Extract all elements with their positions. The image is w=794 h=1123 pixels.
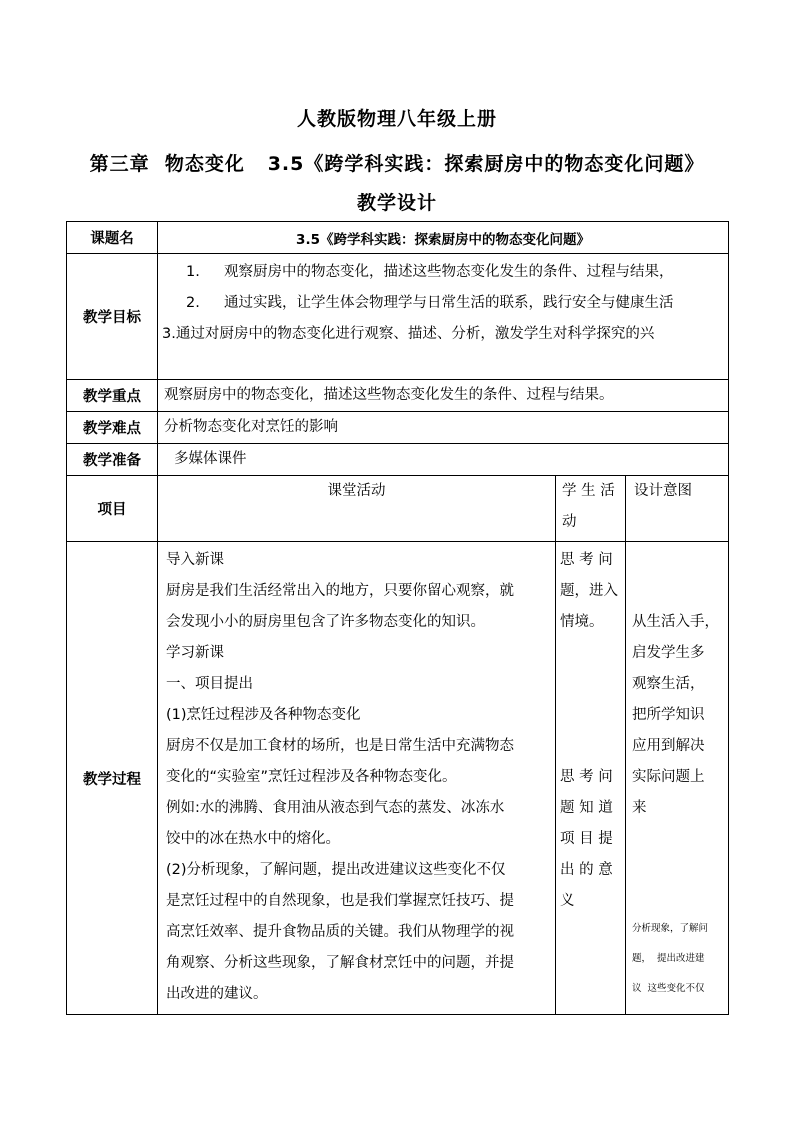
intent-line: 应用到解决 <box>632 738 705 754</box>
activity-line: 角观察、分析这些现象，了解食材烹饪中的问题，并提 <box>166 955 514 971</box>
activity-line: 厨房是我们生活经常出入的地方，只要你留心观察，就 <box>166 583 514 599</box>
student-line: 思 考 问 <box>560 552 613 568</box>
activity-line: 学习新课 <box>166 645 224 661</box>
difficulty-value: 分析物态变化对烹饪的影响 <box>158 412 729 444</box>
prep-value: 多媒体课件 <box>158 444 729 476</box>
difficulty-label: 教学难点 <box>67 412 158 444</box>
student-line: 义 <box>560 893 575 909</box>
goal-item-1 <box>158 257 728 288</box>
student-line: 思 考 问 <box>560 769 613 785</box>
intent-block-1 <box>632 607 728 824</box>
activity-line: 饺中的冰在热水中的熔化。 <box>166 831 340 847</box>
header-student <box>556 476 626 542</box>
intent-small-line: 议 这些变化不仅 <box>632 983 705 994</box>
student-line: 项 目 提 <box>560 831 613 847</box>
header-student-line: 动 <box>562 514 577 530</box>
goals-label: 教学目标 <box>67 254 158 380</box>
doc-title-line3: 教学设计 <box>356 192 437 214</box>
process-student <box>556 542 626 1015</box>
header-intent: 设计意图 <box>626 476 729 542</box>
student-line: 出 的 意 <box>560 862 613 878</box>
header-item: 项目 <box>67 476 158 542</box>
student-block-2 <box>560 762 625 917</box>
intent-line: 启发学生多 <box>632 645 705 661</box>
intent-line: 实际问题上 <box>632 769 705 785</box>
goal-text-1: 观察厨房中的物态变化，描述这些物态变化发生的条件、过程与结果， <box>224 264 674 280</box>
activity-line: (2)分析现象，了解问题，提出改进建议这些变化不仅 <box>166 862 506 878</box>
goal-item-3 <box>158 319 728 350</box>
row-goals <box>67 254 729 380</box>
activity-line: 厨房不仅是加工食材的场所，也是日常生活中充满物态 <box>166 738 514 754</box>
goal-num-1: 1. <box>186 264 200 280</box>
row-difficulty <box>67 412 729 444</box>
key-point-label: 教学重点 <box>67 380 158 412</box>
row-key-point <box>67 380 729 412</box>
header-activity: 课堂活动 <box>158 476 556 542</box>
lesson-plan-table <box>66 221 729 1015</box>
intent-line: 从生活入手， <box>632 614 719 630</box>
goal-item-2 <box>158 288 728 319</box>
goal-text-2: 通过实践，让学生体会物理学与日常生活的联系，践行安全与健康生活 <box>224 295 674 311</box>
header-student-line: 学 生 活 <box>562 483 615 499</box>
prep-label: 教学准备 <box>67 444 158 476</box>
process-intent <box>626 542 729 1015</box>
intent-line: 把所学知识 <box>632 707 705 723</box>
student-block-1 <box>560 545 625 638</box>
goals-cell <box>158 254 729 380</box>
goal-num-2: 2. <box>186 295 200 311</box>
doc-title-line2: 第三章 物态变化 3.5《跨学科实践：探索厨房中的物态变化问题》 <box>89 153 705 175</box>
intent-line: 观察生活， <box>632 676 705 692</box>
row-prep <box>67 444 729 476</box>
intent-block-2 <box>632 914 728 1004</box>
topic-value: 3.5《跨学科实践：探索厨房中的物态变化问题》 <box>158 222 729 254</box>
key-point-value: 观察厨房中的物态变化，描述这些物态变化发生的条件、过程与结果。 <box>158 380 729 412</box>
goal-text-3: 3.通过对厨房中的物态变化进行观察、描述、分析，激发学生对科学探究的兴 <box>162 326 655 342</box>
process-label: 教学过程 <box>67 542 158 1015</box>
row-header <box>67 476 729 542</box>
activity-line: 出改进的建议。 <box>166 986 268 1002</box>
intent-line: 来 <box>632 800 647 816</box>
intent-small-line: 分析现象，了解问 <box>632 923 709 934</box>
process-activity <box>158 542 556 1015</box>
student-line: 题，进入 <box>560 583 618 599</box>
activity-line: 例如:水的沸腾、食用油从液态到气态的蒸发、冰冻水 <box>166 800 505 816</box>
activity-line: (1)烹饪过程涉及各种物态变化 <box>166 707 361 723</box>
doc-title-line1: 人教版物理八年级上册 <box>296 108 497 130</box>
topic-label: 课题名 <box>67 222 158 254</box>
activity-line: 会发现小小的厨房里包含了许多物态变化的知识。 <box>166 614 485 630</box>
activity-line: 导入新课 <box>166 552 224 568</box>
activity-line: 高烹饪效率、提升食物品质的关键。我们从物理学的视 <box>166 924 514 940</box>
student-line: 情境。 <box>560 614 604 630</box>
intent-small-line: 题， 提出改进建 <box>632 953 705 964</box>
row-process <box>67 542 729 1015</box>
activity-line: 一、项目提出 <box>166 676 253 692</box>
row-topic <box>67 222 729 254</box>
student-line: 题 知 道 <box>560 800 613 816</box>
activity-line: 是烹饪过程中的自然现象，也是我们掌握烹饪技巧、提 <box>166 893 514 909</box>
activity-line: 变化的“实验室”烹饪过程涉及各种物态变化。 <box>166 769 457 785</box>
